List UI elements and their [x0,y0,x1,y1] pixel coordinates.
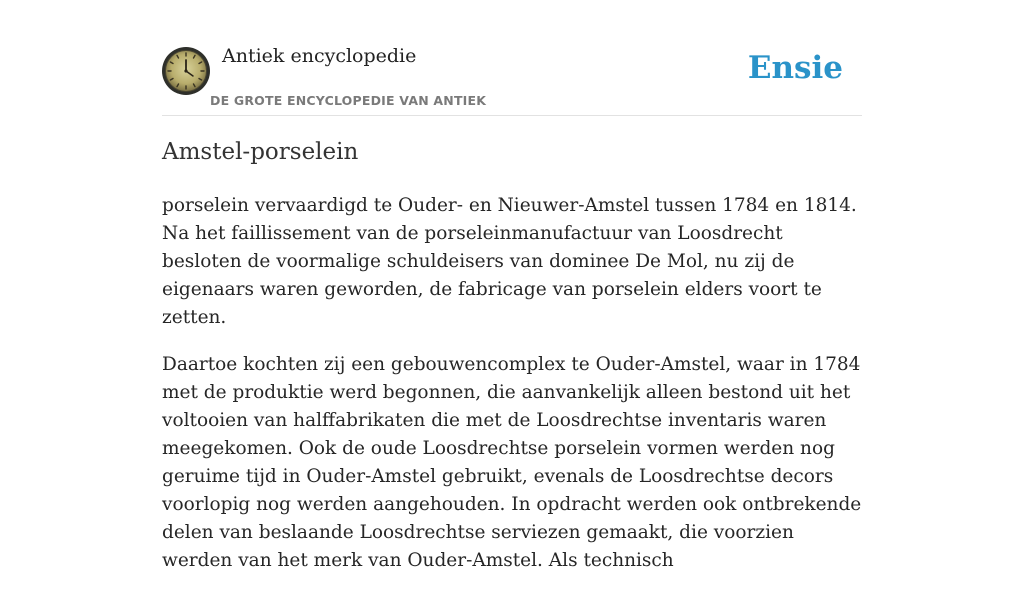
content-container [162,0,862,571]
site-title[interactable]: Antiek encyclopedie [222,45,417,67]
site-header [162,0,862,116]
article-paragraph: porselein vervaardigd te Ouder- en Nieuwer-Amstel tussen 1784 en 1814. Na het faillissement van de porseleinmanufactuur van Loosdrecht besloten de voormalige schuldeisers van dominee De Mol, nu zij de eigenaars waren geworden, de fabricage van porselein elders voort te zetten. [162,195,857,328]
article-paragraph: Daartoe kochten zij een gebouwencomplex te Ouder-Amstel, waar in 1784 met de produktie werd begonnen, die aanvankelijk alleen bestond uit het voltooien van halffabrikaten die met de Loosdrechtse inventaris waren meegekomen. Ook de oude Loosdrechtse porselein vormen werden nog geruime tijd in Ouder-Amstel gebruikt, evenals de Loosdrechtse decors voorlopig nog werden aangehouden. In opdracht werden ook ontbrekende delen van beslaande Loosdrechtse serviezen gemaakt, die voorzien werden van het merk van Ouder-Amstel. Als technisch [162,354,862,571]
brand-logo-link[interactable]: Ensie [747,50,843,86]
clock-face-icon[interactable] [162,47,210,95]
site-subtitle: DE GROTE ENCYCLOPEDIE VAN ANTIEK [210,93,487,108]
article-body [162,192,867,594]
article-title: Amstel-porselein [162,139,359,165]
